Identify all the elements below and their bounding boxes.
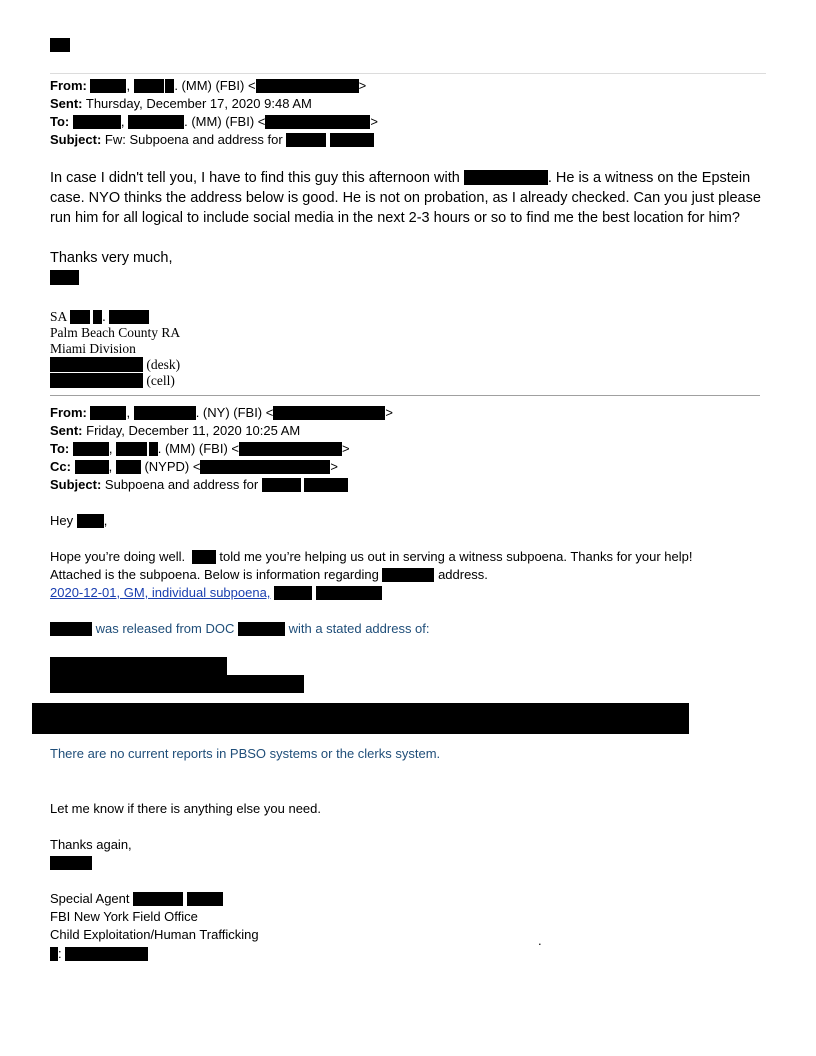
email2-sig-title-line (50, 890, 223, 908)
redaction (273, 406, 385, 420)
para1-a: Hope you’re doing well. (50, 549, 186, 564)
redaction (239, 442, 342, 456)
email2-para1-line2 (50, 566, 488, 584)
redaction (304, 478, 348, 492)
email1-sent-line (50, 95, 312, 113)
email2-subject-line (50, 476, 348, 494)
cc-end: > (330, 459, 339, 474)
stray-dot: . (538, 933, 542, 948)
para2-a: Attached is the subpoena. Below is information regarding (50, 567, 379, 582)
redaction (109, 310, 149, 324)
body-text-a: In case I didn't tell you, I have to find this guy this afternoon with (50, 170, 460, 186)
email2-para1-line1 (50, 548, 692, 566)
redaction-block-large (32, 703, 689, 734)
sig-cell: (cell) (146, 373, 175, 388)
email2-sent-line (50, 422, 300, 440)
top-divider (50, 73, 766, 74)
redaction (116, 460, 141, 474)
sig-sa: SA (50, 309, 67, 324)
redaction (90, 79, 126, 93)
sig-colon: : (58, 946, 62, 961)
redaction (50, 357, 143, 372)
email2-from-line: From: , . (NY) (FBI) < > (50, 405, 393, 420)
from-text: . (MM) (FBI) < (174, 78, 256, 93)
from-text: . (NY) (FBI) < (195, 405, 274, 420)
para1-b: told me you’re helping us out in serving a witness subpoena. Thanks for your help! (219, 549, 693, 564)
email1-from-line: From: , . (MM) (FBI) < > (50, 78, 367, 93)
subject-label: Subject: (50, 477, 102, 492)
redaction (265, 115, 370, 129)
released-a: was released from DOC (95, 621, 235, 636)
email2-cc-line: Cc: , (NYPD) < > (50, 459, 339, 474)
thanks-again-line: Thanks again, (50, 837, 132, 852)
sig-title: Special Agent (50, 891, 130, 906)
from-label: From: (50, 78, 87, 93)
subject-label: Subject: (50, 132, 102, 147)
redaction (134, 406, 196, 420)
redaction (187, 892, 223, 906)
email-divider (50, 395, 760, 396)
redaction (256, 79, 359, 93)
from-end: > (358, 78, 367, 93)
redaction-address-line1 (50, 657, 227, 675)
email1-subject-line (50, 131, 374, 149)
email1-body-paragraph (50, 168, 766, 228)
to-text: . (MM) (FBI) < (157, 441, 239, 456)
redaction-address-line2 (50, 675, 304, 693)
cc-text: (NYPD) < (144, 459, 201, 474)
redaction (192, 550, 216, 564)
sig-dot: . (102, 309, 106, 324)
subpoena-attachment-link[interactable] (50, 584, 382, 602)
email2-to-line: To: , . (MM) (FBI) < > (50, 441, 350, 456)
redaction (50, 947, 58, 961)
redaction (70, 310, 90, 324)
redaction (90, 406, 126, 420)
to-label: To: (50, 114, 70, 129)
sent-label: Sent: (50, 423, 83, 438)
redaction (75, 460, 109, 474)
to-end: > (341, 441, 350, 456)
email1-sig-cell-line (50, 373, 175, 389)
redaction (77, 514, 104, 528)
redaction (262, 478, 301, 492)
email2-sig-phone-line (50, 945, 148, 963)
email1-to-line: To: , . (MM) (FBI) < > (50, 114, 378, 129)
redaction-signoff (50, 270, 79, 285)
redaction (73, 115, 121, 129)
redaction (116, 442, 147, 456)
to-end: > (370, 114, 378, 129)
redaction (316, 586, 382, 600)
redaction (134, 79, 164, 93)
redaction (274, 586, 312, 600)
subject-value: Subpoena and address for (104, 477, 259, 492)
no-reports-line: There are no current reports in PBSO systems or the clerks system. (50, 746, 441, 761)
redaction (50, 622, 92, 636)
redaction (93, 310, 102, 324)
sent-label: Sent: (50, 96, 83, 111)
to-text: . (MM) (FBI) < (184, 114, 266, 129)
redaction (65, 947, 148, 961)
email1-sig-name-line (50, 309, 149, 325)
email1-sig-division: Miami Division (50, 341, 136, 356)
redaction (382, 568, 434, 582)
subject-value: Fw: Subpoena and address for (104, 132, 283, 147)
to-label: To: (50, 441, 70, 456)
attachment-link-text[interactable]: 2020-12-01, GM, individual subpoena, (50, 585, 271, 600)
cc-label: Cc: (50, 459, 71, 474)
redaction (133, 892, 183, 906)
redaction (149, 442, 158, 456)
redaction-top (50, 38, 70, 52)
redaction (238, 622, 285, 636)
redaction-signoff (50, 856, 92, 870)
sent-value: Friday, December 11, 2020 10:25 AM (86, 423, 301, 438)
redaction (128, 115, 184, 129)
email2-greeting (50, 512, 107, 530)
body-text-b: . He is a witness on the Epstein case. NYO thinks the address below is good. He is not on probation, as I already checked. Can you just please run him for all logical to include social media in the next 2-3 hours or so to find me the best location for him? (50, 170, 761, 226)
email1-sig-office: Palm Beach County RA (50, 325, 181, 340)
from-label: From: (50, 405, 87, 420)
redaction (73, 442, 109, 456)
greeting-text: Hey (50, 513, 74, 528)
redaction (330, 133, 374, 147)
sig-desk: (desk) (146, 357, 181, 372)
email1-closing: Thanks very much, (50, 250, 173, 266)
redaction (464, 170, 548, 185)
let-me-know-line: Let me know if there is anything else you need. (50, 801, 321, 816)
para2-b: address. (438, 567, 488, 582)
email2-release-line (50, 620, 430, 638)
email1-sig-desk-line (50, 357, 180, 373)
email2-sig-unit: Child Exploitation/Human Trafficking (50, 927, 259, 942)
released-b: with a stated address of: (288, 621, 430, 636)
from-end: > (385, 405, 393, 420)
email2-sig-office: FBI New York Field Office (50, 909, 198, 924)
redaction (165, 79, 174, 93)
redaction (50, 373, 143, 388)
greeting-end: , (103, 513, 108, 528)
redaction (286, 133, 326, 147)
sent-value: Thursday, December 17, 2020 9:48 AM (85, 96, 312, 111)
redaction (200, 460, 330, 474)
